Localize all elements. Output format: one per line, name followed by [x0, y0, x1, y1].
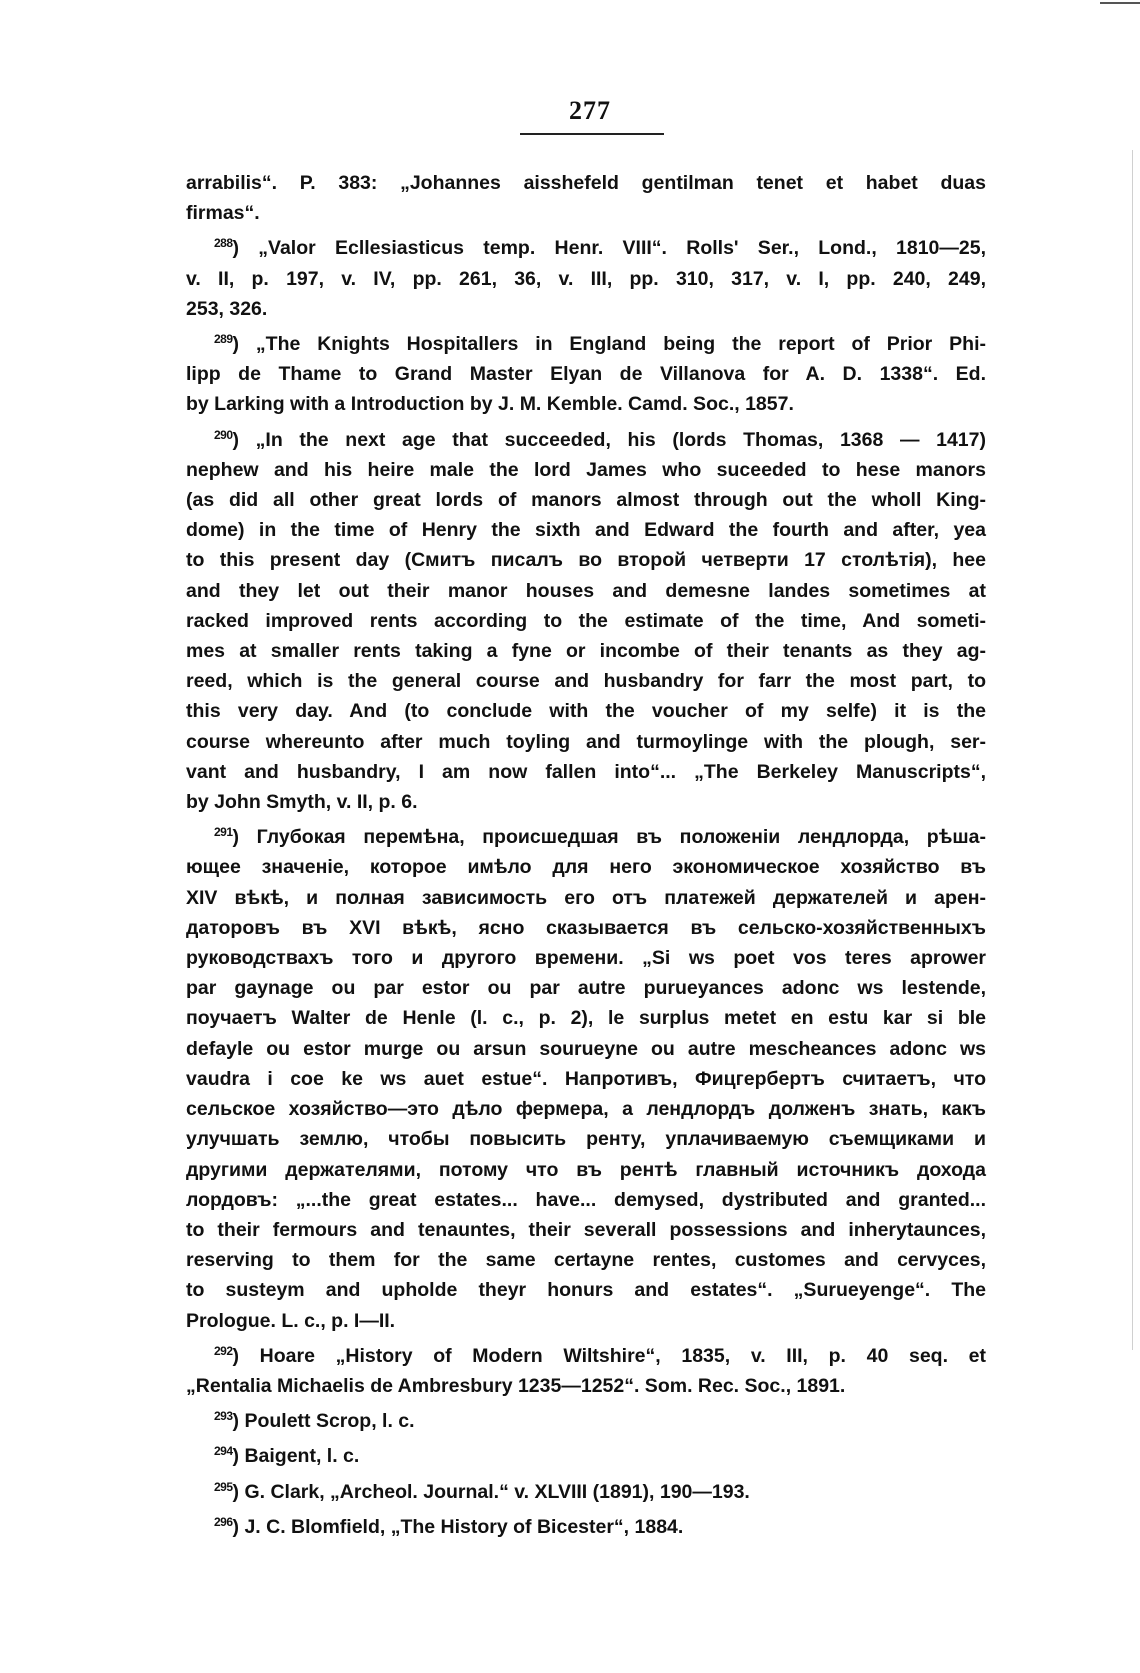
text-line	[186, 913, 986, 943]
text-line	[186, 636, 986, 666]
footnote-start-line	[186, 1401, 986, 1436]
text-line	[186, 973, 986, 1003]
text-line	[186, 389, 986, 419]
line-text: руководствахъ того и другого времени. „Si ws poet vos teres aprower	[186, 947, 986, 970]
text-line	[186, 168, 986, 198]
text-line	[186, 757, 986, 787]
text-line	[186, 294, 986, 324]
footnote-start-line	[186, 1436, 986, 1471]
line-text: лордовъ: „...the great estates... have... demysed, dystributed and granted...	[186, 1188, 986, 1211]
text-line	[186, 787, 986, 817]
footnote-number: 292	[214, 1343, 233, 1358]
page-margin-line	[1132, 150, 1133, 1350]
footnote-start-line	[186, 1336, 986, 1371]
line-text: другими держателями, потому что въ рентѣ главный источникъ дохода	[186, 1158, 986, 1181]
line-text: ) Baigent, l. c.	[232, 1445, 360, 1468]
line-text: reed, which is the general course and husbandry for farr the most part, to	[186, 670, 986, 693]
footnote-start-line	[186, 228, 986, 263]
text-line	[186, 515, 986, 545]
text-line	[186, 1064, 986, 1094]
line-text: dome) in the time of Henry the sixth and Edward the fourth and after, yea	[186, 519, 986, 542]
text-line	[186, 666, 986, 696]
line-text: ) Глубокая перемѣна, происшедшая въ положеніи лендлорда, рѣша-	[232, 826, 986, 849]
text-line	[186, 606, 986, 636]
line-text: racked improved rents according to the estimate of the time, And someti-	[186, 609, 986, 632]
text-line	[186, 852, 986, 882]
line-text: to this present day (Смитъ писалъ во второй четверти 17 столѣтія), hee	[186, 549, 986, 572]
line-text: даторовъ въ XVI вѣкѣ, ясно сказывается въ сельско-хозяйственныхъ	[186, 916, 986, 939]
text-line	[186, 485, 986, 515]
line-text: ) „In the next age that succeeded, his (lords Thomas, 1368 — 1417)	[232, 428, 986, 451]
line-text: nephew and his heire male the lord James who suceeded to hese manors	[186, 458, 986, 481]
text-line	[186, 1306, 986, 1336]
text-line	[186, 264, 986, 294]
text-line	[186, 455, 986, 485]
text-line	[186, 727, 986, 757]
text-line	[186, 1155, 986, 1185]
line-text: reserving to them for the same certayne rentes, customes and cervyces,	[186, 1249, 986, 1272]
text-line	[186, 1124, 986, 1154]
line-text: ) Poulett Scrop, l. c.	[232, 1410, 415, 1433]
line-text: and they let out their manor houses and demesne landes sometimes at	[186, 579, 986, 602]
footnote-start-line	[186, 324, 986, 359]
footnotes-text	[186, 168, 986, 1542]
footnote-start-line	[186, 420, 986, 455]
text-line	[186, 1245, 986, 1275]
footnote-number: 288	[214, 236, 233, 251]
page-number: 277	[569, 96, 611, 125]
page-number-rule	[520, 133, 664, 135]
text-line	[186, 1094, 986, 1124]
line-text: vaudra i coe ke ws auet estue“. Напротивъ, Фицгербертъ считаетъ, что	[186, 1067, 986, 1090]
text-line	[186, 1371, 986, 1401]
text-line	[186, 1275, 986, 1305]
line-text: XIV вѣкѣ, и полная зависимость его отъ платежей держателей и арен-	[186, 886, 986, 909]
line-text: v. II, p. 197, v. IV, pp. 261, 36, v. III, pp. 310, 317, v. I, pp. 240, 249,	[186, 267, 986, 290]
footnote-number: 289	[214, 332, 233, 347]
line-text: vant and husbandry, I am now fallen into“... „The Berkeley Manuscripts“,	[186, 760, 986, 783]
line-text: ) „The Knights Hospitallers in England being the report of Prior Phi-	[232, 333, 986, 356]
text-line	[186, 943, 986, 973]
text-line	[186, 1185, 986, 1215]
text-line	[186, 545, 986, 575]
scan-edge-mark	[1100, 2, 1140, 4]
text-line	[186, 1034, 986, 1064]
text-line	[186, 1215, 986, 1245]
line-text: ) Hoare „History of Modern Wiltshire“, 1835, v. III, p. 40 seq. et	[232, 1344, 986, 1367]
line-text: ) J. C. Blomfield, „The History of Bicester“, 1884.	[232, 1515, 684, 1538]
footnote-number: 293	[214, 1409, 233, 1424]
footnote-number: 291	[214, 825, 233, 840]
footnote-number: 290	[214, 427, 233, 442]
text-line	[186, 696, 986, 726]
footnote-number: 296	[214, 1514, 233, 1529]
line-text: to their fermours and tenauntes, their severall possessions and inherytaunces,	[186, 1218, 986, 1241]
line-text: ющее значеніе, которое имѣло для него экономическое хозяйство въ	[186, 856, 986, 879]
text-line	[186, 198, 986, 228]
footnote-start-line	[186, 817, 986, 852]
line-text: par gaynage ou par estor ou par autre purueyances adonc ws lestende,	[186, 977, 986, 1000]
line-text: by John Smyth, v. II, p. 6.	[186, 791, 418, 814]
footnote-start-line	[186, 1472, 986, 1507]
text-line	[186, 1003, 986, 1033]
text-line	[186, 883, 986, 913]
footnote-start-line	[186, 1507, 986, 1542]
line-text: course whereunto after much toyling and turmoylinge with the plough, ser-	[186, 730, 986, 753]
line-text: сельское хозяйство—это дѣло фермера, а лендлордъ долженъ знать, какъ	[186, 1098, 986, 1121]
text-line	[186, 359, 986, 389]
text-line	[186, 576, 986, 606]
footnote-number: 294	[214, 1444, 233, 1459]
line-text: firmas“.	[186, 202, 260, 225]
line-text: ) G. Clark, „Archeol. Journal.“ v. XLVIII (1891), 190—193.	[232, 1480, 750, 1503]
line-text: to susteym and upholde theyr honurs and estates“. „Surueyenge“. The	[186, 1279, 986, 1302]
line-text: (as did all other great lords of manors almost through out the wholl King-	[186, 489, 986, 512]
footnote-number: 295	[214, 1479, 233, 1494]
line-text: 253, 326.	[186, 297, 268, 320]
line-text: поучаетъ Walter de Henle (l. c., p. 2), le surplus metet en estu kar si ble	[186, 1007, 986, 1030]
line-text: улучшать землю, чтобы повысить ренту, уплачиваемую съемщиками и	[186, 1128, 986, 1151]
line-text: mes at smaller rents taking a fyne or incombe of their tenants as they ag-	[186, 640, 986, 663]
line-text: arrabilis“. P. 383: „Johannes aisshefeld gentilman tenet et habet duas	[186, 172, 986, 194]
line-text: defayle ou estor murge ou arsun sourueyne ou autre mescheances adonc ws	[186, 1037, 986, 1060]
line-text: ) „Valor Ecllesiasticus temp. Henr. VIII“. Rolls' Ser., Lond., 1810—25,	[232, 237, 986, 260]
line-text: „Rentalia Michaelis de Ambresbury 1235—1252“. Som. Rec. Soc., 1891.	[186, 1374, 846, 1397]
line-text: this very day. And (to conclude with the voucher of my selfe) it is the	[186, 700, 986, 723]
line-text: Prologue. L. c., p. I—II.	[186, 1309, 396, 1332]
line-text: by Larking with a Introduction by J. M. Kemble. Camd. Soc., 1857.	[186, 393, 794, 416]
line-text: lipp de Thame to Grand Master Elyan de Villanova for A. D. 1338“. Ed.	[186, 363, 986, 386]
